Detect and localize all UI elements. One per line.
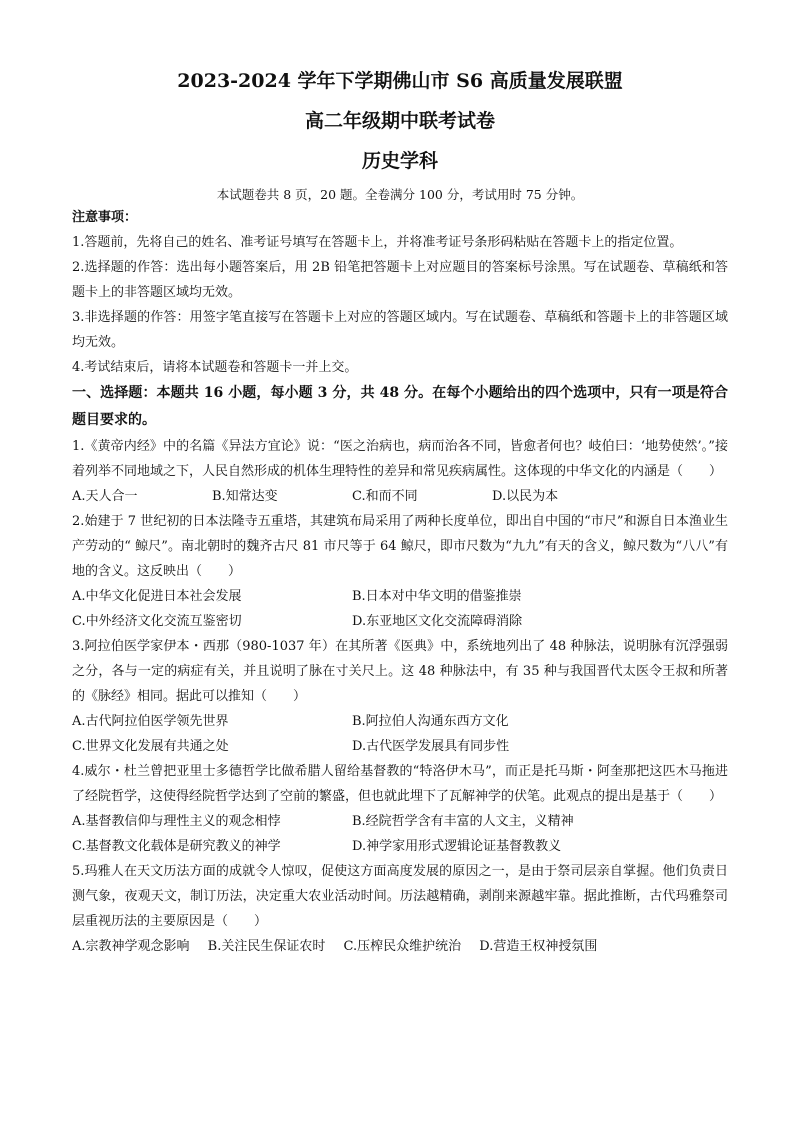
option-b: B.阿拉伯人沟通东西方文化 [352, 714, 509, 729]
option-c: C.压榨民众维护统治 [343, 939, 462, 954]
question-options [72, 709, 728, 734]
option-b: B.日本对中华文明的借鉴推崇 [352, 589, 522, 604]
notice-heading: 注意事项： [72, 210, 138, 225]
option-c: C.中外经济文化交流互鉴密切 [72, 614, 242, 629]
question-stem: 2.始建于 7 世纪初的日本法隆寺五重塔，其建筑布局采用了两种长度单位，即出自中国的“市尺”和源自日本渔业生产劳动的“ 鲸尺”。南北朝时的魏齐古尺 81 市尺等于 64 鲸尺，即市尺数为“九九”有天的含义，鲸尺数为“八八”有地的含义。这反映出（ ） [72, 514, 728, 579]
option-a: A.基督教信仰与理性主义的观念相悖 [72, 814, 281, 829]
option-d: D.神学家用形式逻辑论证基督教教义 [352, 839, 562, 854]
option-b: B.经院哲学含有丰富的人文主，义精神 [352, 814, 574, 829]
option-a: A.中华文化促进日本社会发展 [72, 589, 242, 604]
exam-title-line1: 2023-2024 学年下学期佛山市 S6 高质量发展联盟 [177, 70, 623, 92]
question-options [72, 734, 728, 759]
exam-page [72, 66, 728, 959]
option-d: D.东亚地区文化交流障碍消除 [352, 614, 523, 629]
option-a: A.宗教神学观念影响 [72, 939, 190, 954]
notice-item: 4.考试结束后，请将本试题卷和答题卡一并上交。 [72, 360, 358, 375]
question-stem: 1.《黄帝内经》中的名篇《异法方宜论》说：“医之治病也，病而治各不同，皆愈者何也？岐伯曰：‘地势使然’。”接着列举不同地域之下，人民自然形成的机体生理特性的差异和常见疾病属性。这体现的中华文化的内涵是（ ） [72, 439, 728, 479]
notice-item: 1.答题前，先将自己的姓名、准考证号填写在答题卡上，并将准考证号条形码粘贴在答题卡上的指定位置。 [72, 235, 683, 250]
question-stem: 5.玛雅人在天文历法方面的成就令人惊叹，促使这方面高度发展的原因之一，是由于祭司层亲自掌握。他们负责日测气象，夜观天文，制订历法，决定重大农业活动时间。历法越精确，剥削来源越牢靠。据此推断，古代玛雅祭司层重视历法的主要原因是（ ） [72, 864, 728, 929]
question-options [72, 609, 728, 634]
question-stem: 3.阿拉伯医学家伊本・西那（980-1037 年）在其所著《医典》中，系统地列出了 48 种脉法，说明脉有沉浮强弱之分，各与一定的病症有关，并且说明了脉在寸关尺上。这 48 种脉法中，有 35 种与我国晋代太医令王叔和所著的《脉经》相同。据此可以推知（ ） [72, 639, 728, 704]
exam-meta: 本试题卷共 8 页，20 题。全卷满分 100 分，考试用时 75 分钟。 [216, 187, 584, 202]
option-c: C.和而不同 [352, 489, 418, 504]
option-b: B.关注民生保证农时 [207, 939, 326, 954]
question-options [72, 584, 728, 609]
option-a: A.古代阿拉伯医学领先世界 [72, 714, 229, 729]
question-options [72, 484, 728, 509]
notice-item: 2.选择题的作答：选出每小题答案后，用 2B 铅笔把答题卡上对应题目的答案标号涂黑。写在试题卷、草稿纸和答题卡上的非答题区域均无效。 [72, 260, 728, 300]
question-options [72, 934, 728, 959]
option-d: D.营造王权神授氛围 [479, 939, 598, 954]
option-a: A.天人合一 [72, 489, 138, 504]
option-c: C.基督教文化载体是研究教义的神学 [72, 839, 281, 854]
section-heading: 一、选择题：本题共 16 小题，每小题 3 分，共 48 分。在每个小题给出的四个选项中，只有一项是符合题目要求的。 [72, 385, 728, 428]
option-d: D.以民为本 [492, 489, 559, 504]
exam-title-line2: 高二年级期中联考试卷 [304, 110, 495, 132]
option-d: D.古代医学发展具有同步性 [352, 739, 510, 754]
question-options [72, 809, 728, 834]
option-c: C.世界文化发展有共通之处 [72, 739, 229, 754]
option-b: B.知常达变 [212, 489, 278, 504]
question-options [72, 834, 728, 859]
question-stem: 4.威尔・杜兰曾把亚里士多德哲学比做希腊人留给基督教的“特洛伊木马”，而正是托马斯・阿奎那把这匹木马拖进了经院哲学，这使得经院哲学达到了空前的繁盛，但也就此埋下了瓦解神学的伏笔。此观点的提出是基于（ ） [72, 764, 728, 804]
exam-subject: 历史学科 [361, 150, 438, 172]
notice-item: 3.非选择题的作答：用签字笔直接写在答题卡上对应的答题区域内。写在试题卷、草稿纸和答题卡上的非答题区域均无效。 [72, 310, 728, 350]
